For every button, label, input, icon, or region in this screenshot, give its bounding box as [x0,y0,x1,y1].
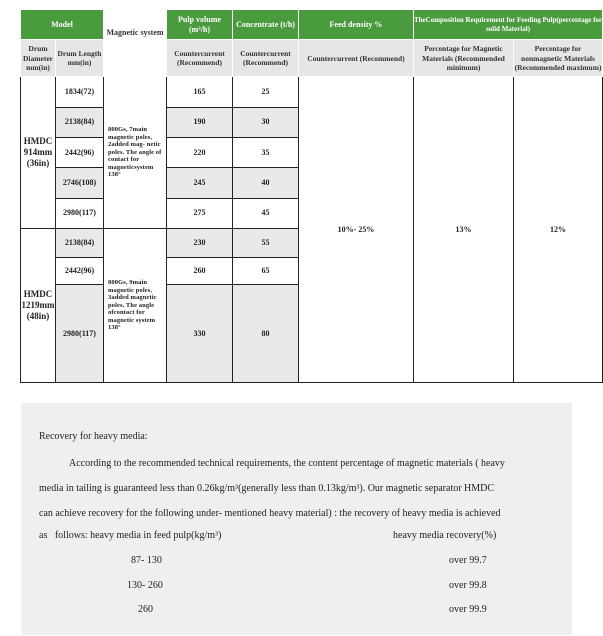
concentrate-cell: 65 [233,258,299,285]
recovery-column-header: heavy media recovery(%) [393,530,497,541]
concentrate-cell: 80 [233,285,299,383]
pulp-volume-cell: 260 [167,258,233,285]
nonmagnetic-pct-value: 12% [514,77,603,383]
header-pulp-volume: Pulp volume (m³/h) [167,10,233,40]
drum-length-cell: 2442(96) [56,137,104,167]
recovery-as-follows: as follows: heavy media in feed pulp(kg/m³) [39,530,222,541]
drum-length-cell: 2138(84) [56,229,104,258]
model-hmdc-914: HMDC 914mm (36in) [21,77,56,229]
model-hmdc-1219: HMDC 1219mm (48in) [21,229,56,383]
drum-length-cell: 2138(84) [56,107,104,137]
pulp-volume-cell: 190 [167,107,233,137]
concentrate-cell: 35 [233,137,299,167]
pulp-volume-cell: 245 [167,168,233,198]
recovery-value: over 99.9 [449,604,487,615]
header-drum-length: Drum Length mm(in) [56,40,104,77]
magnetic-system-1219: 800Gs, 9main magnetic poles, 3added magnetic poles. The angle ofcontact for magnetic system 138° [104,229,167,383]
pulp-volume-cell: 330 [167,285,233,383]
feed-value: 260 [138,604,153,615]
header-density-sub: Countercurrent (Recommend) [299,40,414,77]
concentrate-cell: 25 [233,77,299,107]
pulp-volume-cell: 275 [167,198,233,228]
header-concentrate: Concentrate (t/h) [233,10,299,40]
recovery-paragraph-line-1: According to the recommended technical requirements, the content percentage of magnetic materials ( heavy [69,458,505,469]
recovery-paragraph-line-3: can achieve recovery for the following under- mentioned heavy material) : the recovery of heavy media is achieved [39,508,501,519]
header-feed-density: Feed density % [299,10,414,40]
drum-length-cell: 2746(108) [56,168,104,198]
header-concentrate-sub: Countercurrent (Recommend) [233,40,299,77]
header-magnetic-system: Magnetic system [104,10,167,77]
pulp-volume-cell: 220 [167,137,233,167]
drum-length-cell: 2980(117) [56,198,104,228]
header-pct-magnetic: Percentage for Magnetic Materials (Recommended minimum) [414,40,514,77]
concentrate-cell: 40 [233,168,299,198]
header-pct-nonmagnetic: Percentage for nonmagnetic Materials (Recommended maximum) [514,40,603,77]
concentrate-cell: 30 [233,107,299,137]
pulp-volume-cell: 230 [167,229,233,258]
magnetic-pct-value: 13% [414,77,514,383]
header-composition: TheComposition Requirement for Feeding Pulp(percentage for solid Material) [414,10,603,40]
recovery-paragraph-line-2: media in tailing is guaranteed less than 0.26kg/m³(generally less than 0.13kg/m³). Our magnetic separator HMDC [39,483,495,494]
feed-density-value: 10%- 25% [299,77,414,383]
recovery-value: over 99.7 [449,555,487,566]
recovery-box [21,403,572,635]
recovery-value: over 99.8 [449,580,487,591]
feed-value: 130- 260 [127,580,163,591]
concentrate-cell: 45 [233,198,299,228]
pulp-volume-cell: 165 [167,77,233,107]
feed-value: 87- 130 [131,555,162,566]
drum-length-cell: 2980(117) [56,285,104,383]
header-pulp-sub: Countercurrent (Recommend) [167,40,233,77]
drum-length-cell: 2442(96) [56,258,104,285]
magnetic-system-914: 800Gs, 7main magnetic poles, 2added mag- netic poles. The angle of contact for magneticsystem 138° [104,77,167,229]
concentrate-cell: 55 [233,229,299,258]
drum-length-cell: 1834(72) [56,77,104,107]
spec-table [20,9,603,383]
header-drum-diameter: Drum Diameter mm(in) [21,40,56,77]
recovery-title: Recovery for heavy media: [39,431,148,442]
header-model: Model [21,10,104,40]
